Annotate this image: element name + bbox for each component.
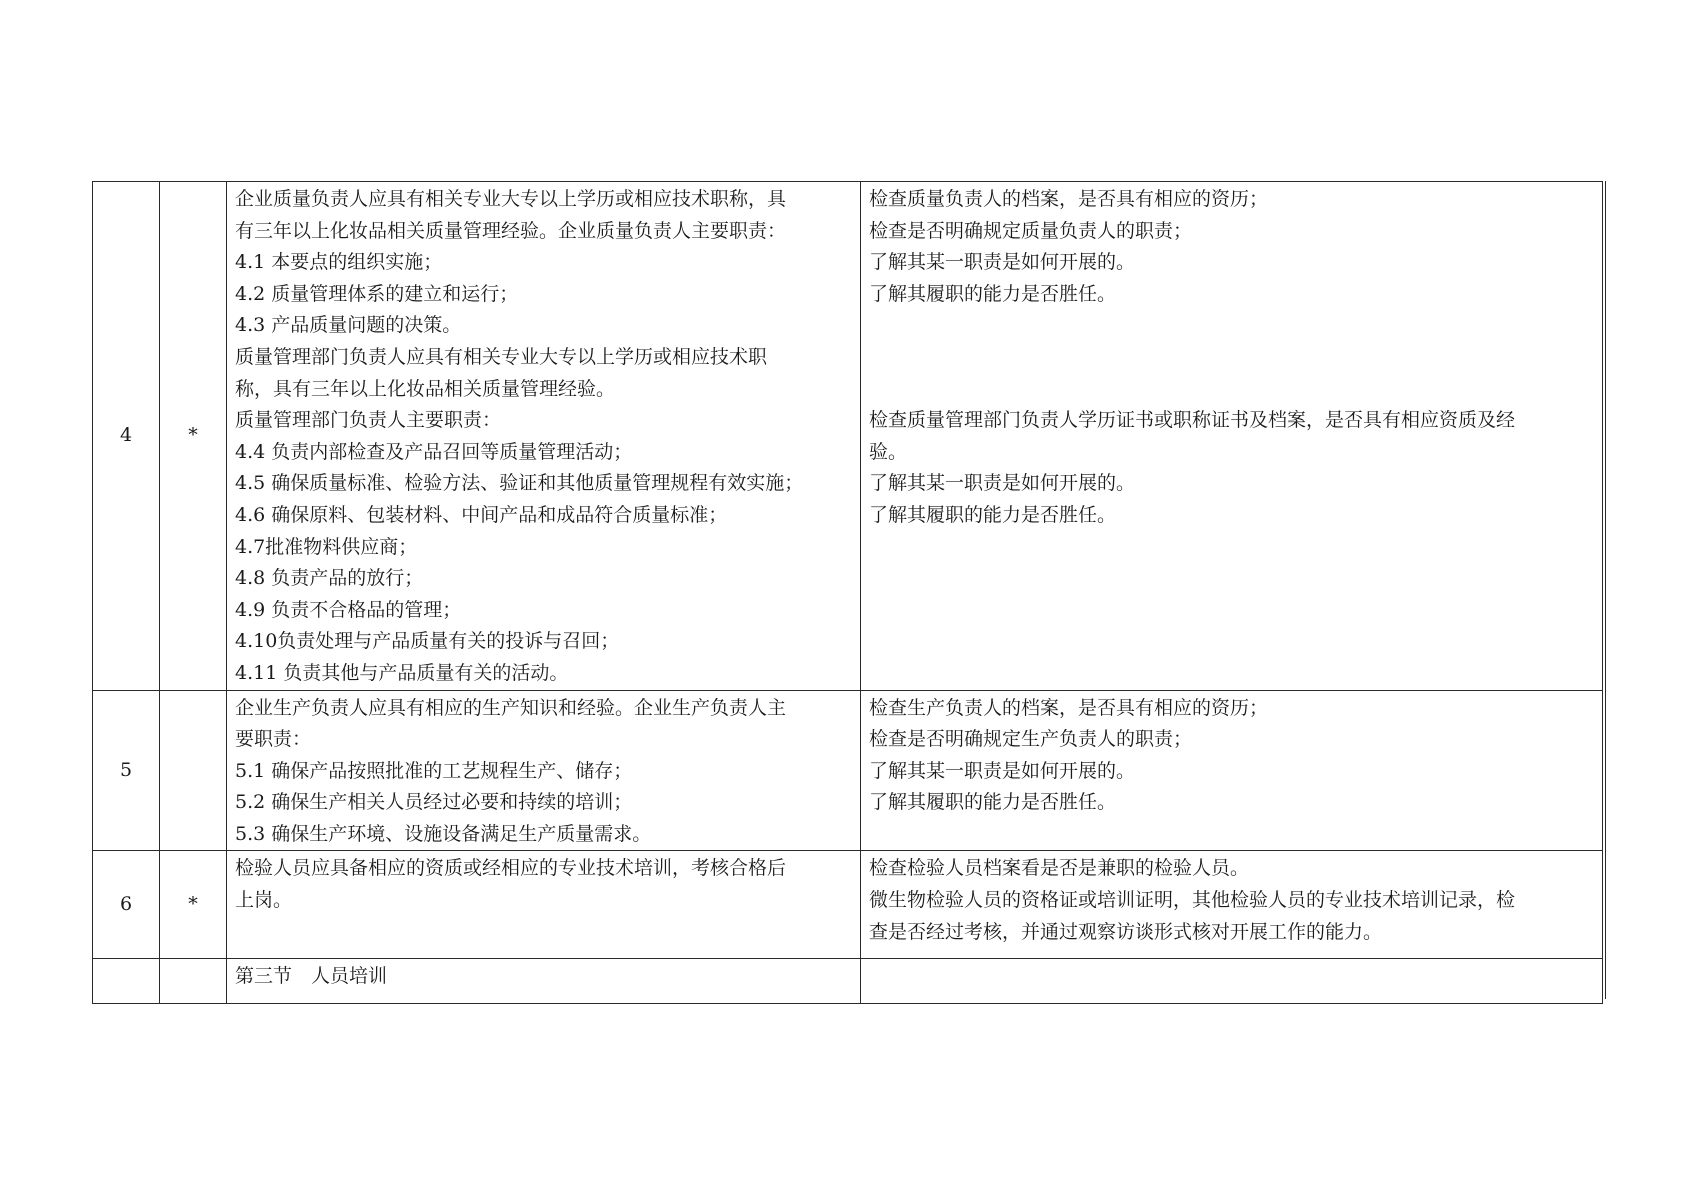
requirement-line: 4.2 质量管理体系的建立和运行； [235,282,519,305]
requirement-line: 4.5 确保质量标准、检验方法、验证和其他质量管理规程有效实施； [235,472,804,495]
spacer [869,310,1594,342]
row-number: 6 [93,851,160,959]
empty-cell [93,959,160,1004]
inspection-table [92,181,1603,1004]
key-item-mark: * [160,851,227,959]
table-row-6 [93,851,1603,959]
method-line: 检查质量管理部门负责人学历证书或职称证书及档案，是否具有相应资质及经 [869,409,1516,432]
section-title [227,959,861,1004]
requirement-line: 5.2 确保生产相关人员经过必要和持续的培训； [235,791,633,814]
requirement-line: 4.3 产品质量问题的决策。 [235,314,462,337]
requirement-line: 4.10负责处理与产品质量有关的投诉与召回； [235,630,620,653]
key-item-mark [160,690,227,851]
requirement-line: 4.8 负责产品的放行； [235,567,424,590]
method-line: 验。 [869,440,908,463]
method-line: 检查生产负责人的档案，是否具有相应的资历； [869,696,1269,719]
requirement-line: 企业生产负责人应具有相应的生产知识和经验。企业生产负责人主 [235,696,787,719]
method-line: 了解其履职的能力是否胜任。 [869,282,1117,305]
requirement-line: 上岗。 [235,889,293,912]
table-double-border [1605,181,1606,999]
row-number: 5 [93,690,160,851]
requirement-line: 4.11 负责其他与产品质量有关的活动。 [235,661,569,684]
requirement-line: 4.7批准物料供应商； [235,535,418,558]
empty-cell [861,959,1603,1004]
table-row-section [93,959,1603,1004]
method-line: 了解其履职的能力是否胜任。 [869,791,1117,814]
spacer [869,342,1594,374]
method-line: 检查检验人员档案看是否是兼职的检验人员。 [869,857,1250,880]
method-line: 了解其某一职责是如何开展的。 [869,759,1136,782]
method-line: 检查是否明确规定生产负责人的职责； [869,728,1193,751]
inspection-method-cell [861,182,1603,691]
requirement-line: 5.1 确保产品按照批准的工艺规程生产、储存； [235,759,633,782]
requirement-line: 要职责： [235,728,312,751]
row-number: 4 [93,182,160,691]
requirement-cell [227,851,861,959]
empty-cell [160,959,227,1004]
method-line: 微生物检验人员的资格证或培训证明，其他检验人员的专业技术培训记录，检 [869,889,1516,912]
requirement-line: 有三年以上化妆品相关质量管理经验。企业质量负责人主要职责： [235,219,787,242]
requirement-line: 4.1 本要点的组织实施； [235,251,443,274]
requirement-line: 质量管理部门负责人应具有相关专业大专以上学历或相应技术职 [235,345,768,368]
method-line: 了解其某一职责是如何开展的。 [869,472,1136,495]
requirement-cell [227,690,861,851]
requirement-line: 检验人员应具备相应的资质或经相应的专业技术培训，考核合格后 [235,857,787,880]
key-item-mark: * [160,182,227,691]
requirement-line: 称，具有三年以上化妆品相关质量管理经验。 [235,377,616,400]
section-title-text: 第三节 人员培训 [235,965,388,988]
requirement-line: 企业质量负责人应具有相关专业大专以上学历或相应技术职称，具 [235,188,787,210]
requirement-cell [227,182,861,691]
requirement-line: 质量管理部门负责人主要职责： [235,409,502,432]
method-line: 了解其履职的能力是否胜任。 [869,503,1117,526]
spacer [869,374,1594,406]
inspection-method-cell [861,690,1603,851]
table-row-4 [93,182,1603,691]
method-line: 检查是否明确规定质量负责人的职责； [869,219,1193,242]
method-line: 检查质量负责人的档案，是否具有相应的资历； [869,188,1269,210]
requirement-line: 4.6 确保原料、包装材料、中间产品和成品符合质量标准； [235,503,728,526]
method-line: 了解其某一职责是如何开展的。 [869,251,1136,274]
table-row-5 [93,690,1603,851]
requirement-line: 5.3 确保生产环境、设施设备满足生产质量需求。 [235,822,652,845]
method-line: 查是否经过考核，并通过观察访谈形式核对开展工作的能力。 [869,920,1383,943]
inspection-method-cell [861,851,1603,959]
requirement-line: 4.9 负责不合格品的管理； [235,598,462,621]
requirement-line: 4.4 负责内部检查及产品召回等质量管理活动； [235,440,633,463]
